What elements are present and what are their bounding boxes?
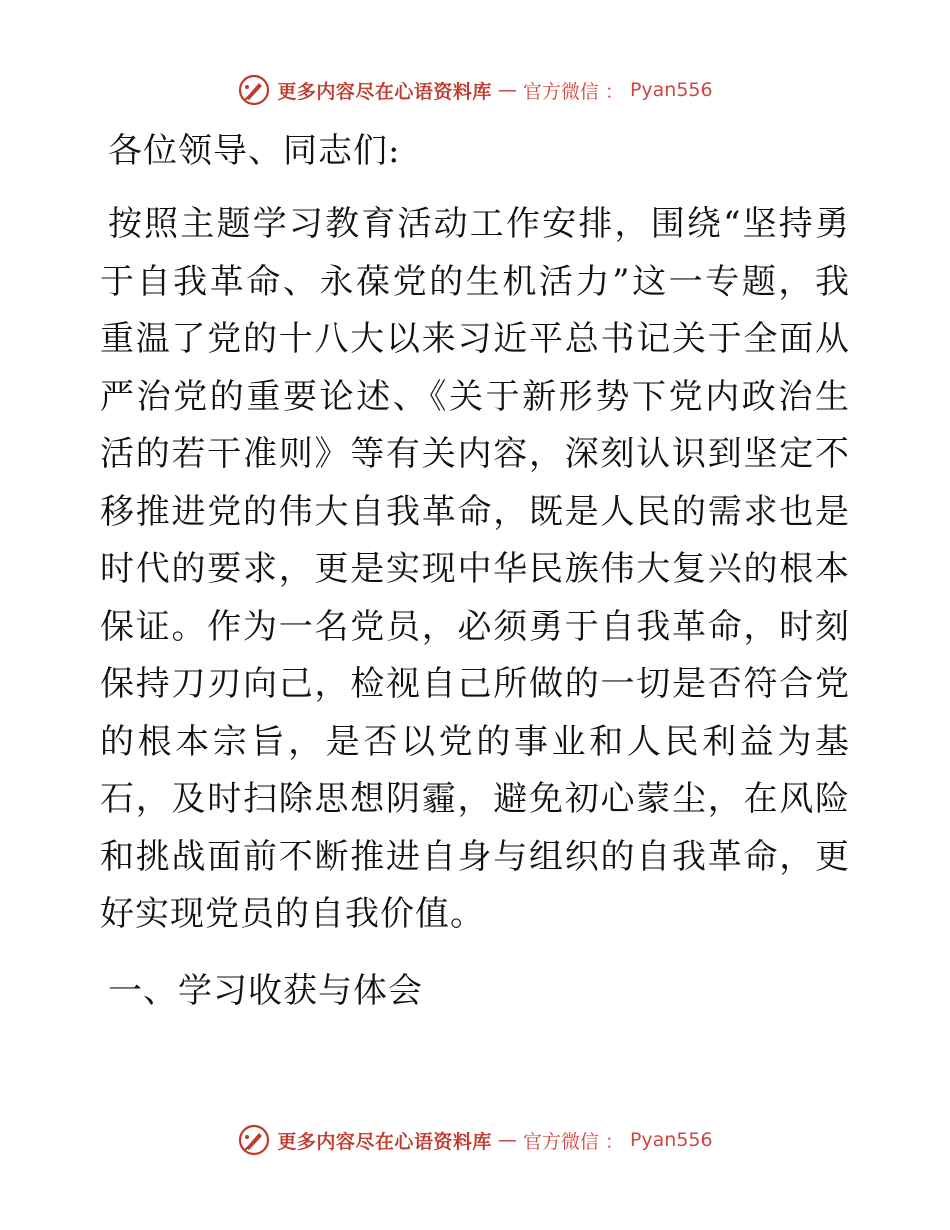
watermark-handle: Pyan556 (629, 1129, 713, 1151)
document-greeting: 各位领导、同志们: (108, 131, 401, 171)
watermark-separator: — (497, 79, 517, 101)
watermark-wechat-label: 官方微信 (522, 80, 599, 103)
watermark-header (0, 72, 950, 108)
watermark-brand-text: 更多内容尽在心语资料库 (277, 80, 492, 103)
watermark-colon: ： (604, 80, 624, 103)
watermark-brand-text: 更多内容尽在心语资料库 (277, 1130, 492, 1153)
quill-pen-logo-icon (237, 73, 271, 107)
document-body (100, 126, 850, 1016)
watermark-separator: — (497, 1129, 517, 1151)
watermark-handle: Pyan556 (629, 79, 713, 101)
document-paragraph: 按照主题学习教育活动工作安排，围绕“坚持勇于自我革命、永葆党的生机活力”这一专题，我重温了党的十八大以来习近平总书记关于全面从严治党的重要论述、《关于新形势下党内政治生活的若干准则》等有关内容，深刻认识到坚定不移推进党的伟大自我革命，既是人民的需求也是时代的要求，更是实现中华民族伟大复兴的根本保证。作为一名党员，必须勇于自我革命，时刻保持刀刃向己，检视自己所做的一切是否符合党的根本宗旨，是否以党的事业和人民利益为基石，及时扫除思想阴霾，避免初心蒙尘，在风险和挑战面前不断推进自身与组织的自我革命，更好实现党员的自我价值。 (100, 204, 850, 934)
quill-pen-logo-icon (237, 1123, 271, 1157)
watermark-colon: ： (604, 1130, 624, 1153)
section-heading: 一、学习收获与体会 (108, 970, 423, 1011)
watermark-footer (0, 1122, 950, 1158)
watermark-wechat-label: 官方微信 (522, 1130, 599, 1153)
